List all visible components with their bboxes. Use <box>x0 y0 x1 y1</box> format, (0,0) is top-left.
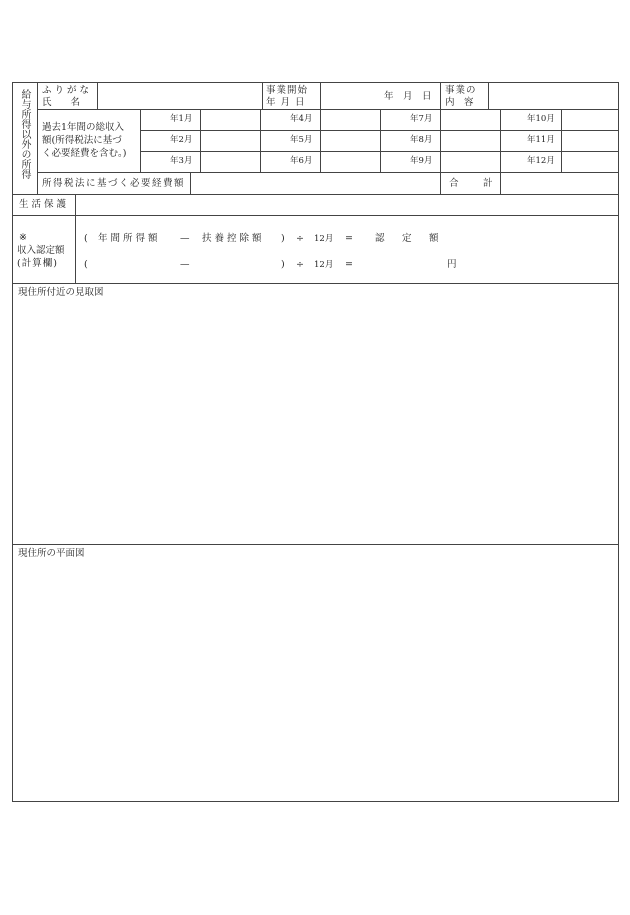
calc-open-paren: ( <box>84 233 88 244</box>
total-label: 合 <box>449 178 459 189</box>
month-label: 年12月 <box>527 156 555 166</box>
month-label: 年4月 <box>290 114 313 124</box>
income-recognition-label: 収入認定額 <box>17 245 65 256</box>
business-start-label: 事業開始 <box>266 85 309 96</box>
month-label: 年8月 <box>410 135 433 145</box>
rule <box>140 109 141 172</box>
yen-unit: 円 <box>447 259 457 270</box>
month-label: 年11月 <box>527 135 555 145</box>
rule <box>500 109 501 172</box>
business-start-date-field[interactable]: 年 月 日 <box>384 91 432 102</box>
business-content-label: 事業の <box>445 85 477 96</box>
total-field[interactable] <box>501 173 618 193</box>
calc-column-label: (計算欄) <box>17 258 58 269</box>
month-label: 年1月 <box>170 114 193 124</box>
month-label: 年2月 <box>170 135 193 145</box>
rule <box>320 109 321 172</box>
rule <box>262 82 263 109</box>
recognized-amount-label: 認 定 額 <box>375 233 443 244</box>
name-label: 氏 名 <box>42 97 81 108</box>
rule <box>561 109 562 172</box>
rule <box>440 172 441 194</box>
month-label: 年3月 <box>170 156 193 166</box>
month-label: 年9月 <box>410 156 433 166</box>
rule <box>37 82 38 194</box>
rule <box>440 82 441 109</box>
calc-close-paren: ) <box>281 233 285 244</box>
business-content-field[interactable] <box>489 83 618 108</box>
minus-sign: — <box>180 259 190 270</box>
nearby-map-label: 現住所付近の見取図 <box>18 287 104 298</box>
rule <box>12 544 619 545</box>
past-year-income-label-2: 額(所得税法に基づ <box>42 135 122 146</box>
rule <box>37 109 619 110</box>
twelve-months: 12月 <box>314 260 334 270</box>
nearby-map-area[interactable] <box>13 300 618 543</box>
total-label-2: 計 <box>483 178 493 189</box>
recognized-amount-field[interactable] <box>360 256 442 272</box>
month-label: 年5月 <box>290 135 313 145</box>
expenses-field[interactable] <box>191 173 439 193</box>
rule <box>380 109 381 172</box>
calc-mark: ※ <box>19 232 27 243</box>
dependent-deduction-label: 扶養控除額 <box>202 233 265 244</box>
furigana-label: ふりがな <box>42 85 93 96</box>
business-start-label-2: 年 月 日 <box>266 97 306 108</box>
rule <box>440 109 441 172</box>
welfare-field[interactable] <box>76 195 618 214</box>
annual-income-label: 年間所得額 <box>98 233 161 244</box>
name-field[interactable] <box>98 83 261 108</box>
expenses-label: 所得税法に基づく必要経費額 <box>42 178 186 189</box>
past-year-income-label-3: く必要経費を含む。) <box>42 148 127 159</box>
divide-sign: ÷ <box>296 259 304 270</box>
calc-close-paren: ) <box>281 259 285 270</box>
minus-sign: — <box>180 233 190 244</box>
calc-open-paren: ( <box>84 259 88 270</box>
twelve-months: 12月 <box>314 234 334 244</box>
month-label: 年7月 <box>410 114 433 124</box>
equals-sign: = <box>345 233 353 244</box>
month-label: 年10月 <box>527 114 555 124</box>
annual-income-field[interactable] <box>92 256 176 272</box>
past-year-income-label: 過去1年間の総収入 <box>42 122 125 133</box>
rule <box>12 215 619 216</box>
welfare-label: 生活保護 <box>19 199 70 210</box>
other-income-vertical-label: 給与所得以外の所得 <box>19 89 30 179</box>
rule <box>320 82 321 109</box>
rule <box>200 109 201 172</box>
rule <box>12 283 619 284</box>
divide-sign: ÷ <box>296 233 304 244</box>
floor-plan-area[interactable] <box>13 561 618 801</box>
floor-plan-label: 現住所の平面図 <box>18 548 85 559</box>
dependent-deduction-field[interactable] <box>196 256 278 272</box>
equals-sign: = <box>345 259 353 270</box>
business-content-label-2: 内 容 <box>445 97 474 108</box>
month-label: 年6月 <box>290 156 313 166</box>
rule <box>260 109 261 172</box>
